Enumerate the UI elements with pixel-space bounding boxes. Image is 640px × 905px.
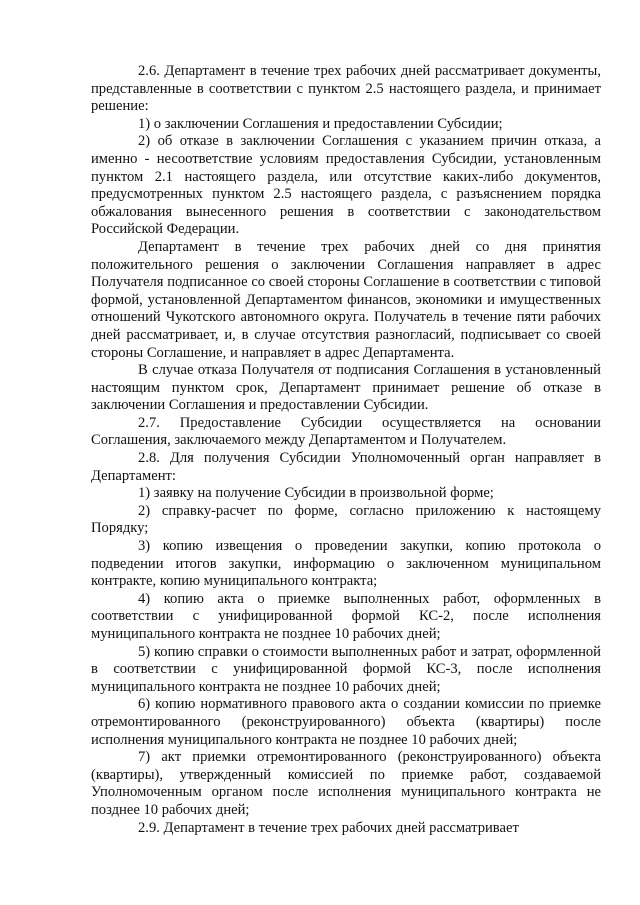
paragraph-2-8-item-1: 1) заявку на получение Субсидии в произвольной форме;: [138, 485, 494, 502]
paragraph-2-7: 2.7. Предоставление Субсидии осуществляется на основании Соглашения, заключаемого между Департаментом и Получателем.: [91, 414, 601, 449]
paragraph-2-6-item-1: 1) о заключении Соглашения и предоставлении Субсидии;: [138, 115, 503, 132]
paragraph-2-8-item-5: 5) копию справки о стоимости выполненных работ и затрат, оформленной в соответствии с унифицированной формой КС-3, после исполнения муниципального контракта не позднее 10 рабочих дней;: [91, 643, 601, 695]
paragraph-2-8-item-4: 4) копию акта о приемке выполненных работ, оформленных в соответствии с унифицированной формой КС-2, после исполнения муниципального контракта не позднее 10 рабочих дней;: [91, 590, 601, 642]
document-body: [91, 63, 601, 837]
paragraph-2-6-item-2: 2) об отказе в заключении Соглашения с указанием причин отказа, а именно - несоответствие условиям предоставления Субсидии, установленным пунктом 2.1 настоящего раздела, или отсутствие каких-либо документов, предусмотренных пунктом 2.5 настоящего раздела, с разъяснением порядка обжалования вынесенного решения в соответствии с законодательством Российской Федерации.: [91, 133, 601, 238]
paragraph-2-8-item-3: 3) копию извещения о проведении закупки, копию протокола о подведении итогов закупки, информацию о заключенном муниципальном контракте, копию муниципального контракта;: [91, 538, 601, 590]
paragraph-2-6: 2.6. Департамент в течение трех рабочих дней рассматривает документы, представленные в соответствии с пунктом 2.5 настоящего раздела, и принимает решение:: [91, 63, 601, 115]
paragraph-2-8-item-2: 2) справку-расчет по форме, согласно приложению к настоящему Порядку;: [91, 502, 601, 537]
paragraph-2-8-item-6: 6) копию нормативного правового акта о создании комиссии по приемке отремонтированного (реконструированного) объекта (квартиры) после исполнения муниципального контракта не позднее 10 рабочих дней;: [91, 696, 601, 748]
paragraph-refusal: В случае отказа Получателя от подписания Соглашения в установленный настоящим пунктом срок, Департамент принимает решение об отказе в заключении Соглашения и предоставлении Субсидии.: [91, 362, 601, 414]
paragraph-2-9: 2.9. Департамент в течение трех рабочих дней рассматривает: [138, 819, 519, 836]
paragraph-2-8: 2.8. Для получения Субсидии Уполномоченный орган направляет в Департамент:: [91, 450, 601, 484]
paragraph-2-8-item-7: 7) акт приемки отремонтированного (реконструированного) объекта (квартиры), утвержденный комиссией по приемке работ, создаваемой Уполномоченным органом после исполнения муниципального контракта не позднее 10 рабочих дней;: [91, 749, 601, 818]
paragraph-agreement-sending: Департамент в течение трех рабочих дней со дня принятия положительного решения о заключении Соглашения направляет в адрес Получателя подписанное со своей стороны Соглашение в соответствии с типовой формой, установленной Департаментом финансов, экономики и имущественных отношений Чукотского автономного округа. Получатель в течение пяти рабочих дней рассматривает, и, в случае отсутствия разногласий, подписывает со своей стороны Соглашение, и направляет в адрес Департамента.: [91, 238, 601, 361]
